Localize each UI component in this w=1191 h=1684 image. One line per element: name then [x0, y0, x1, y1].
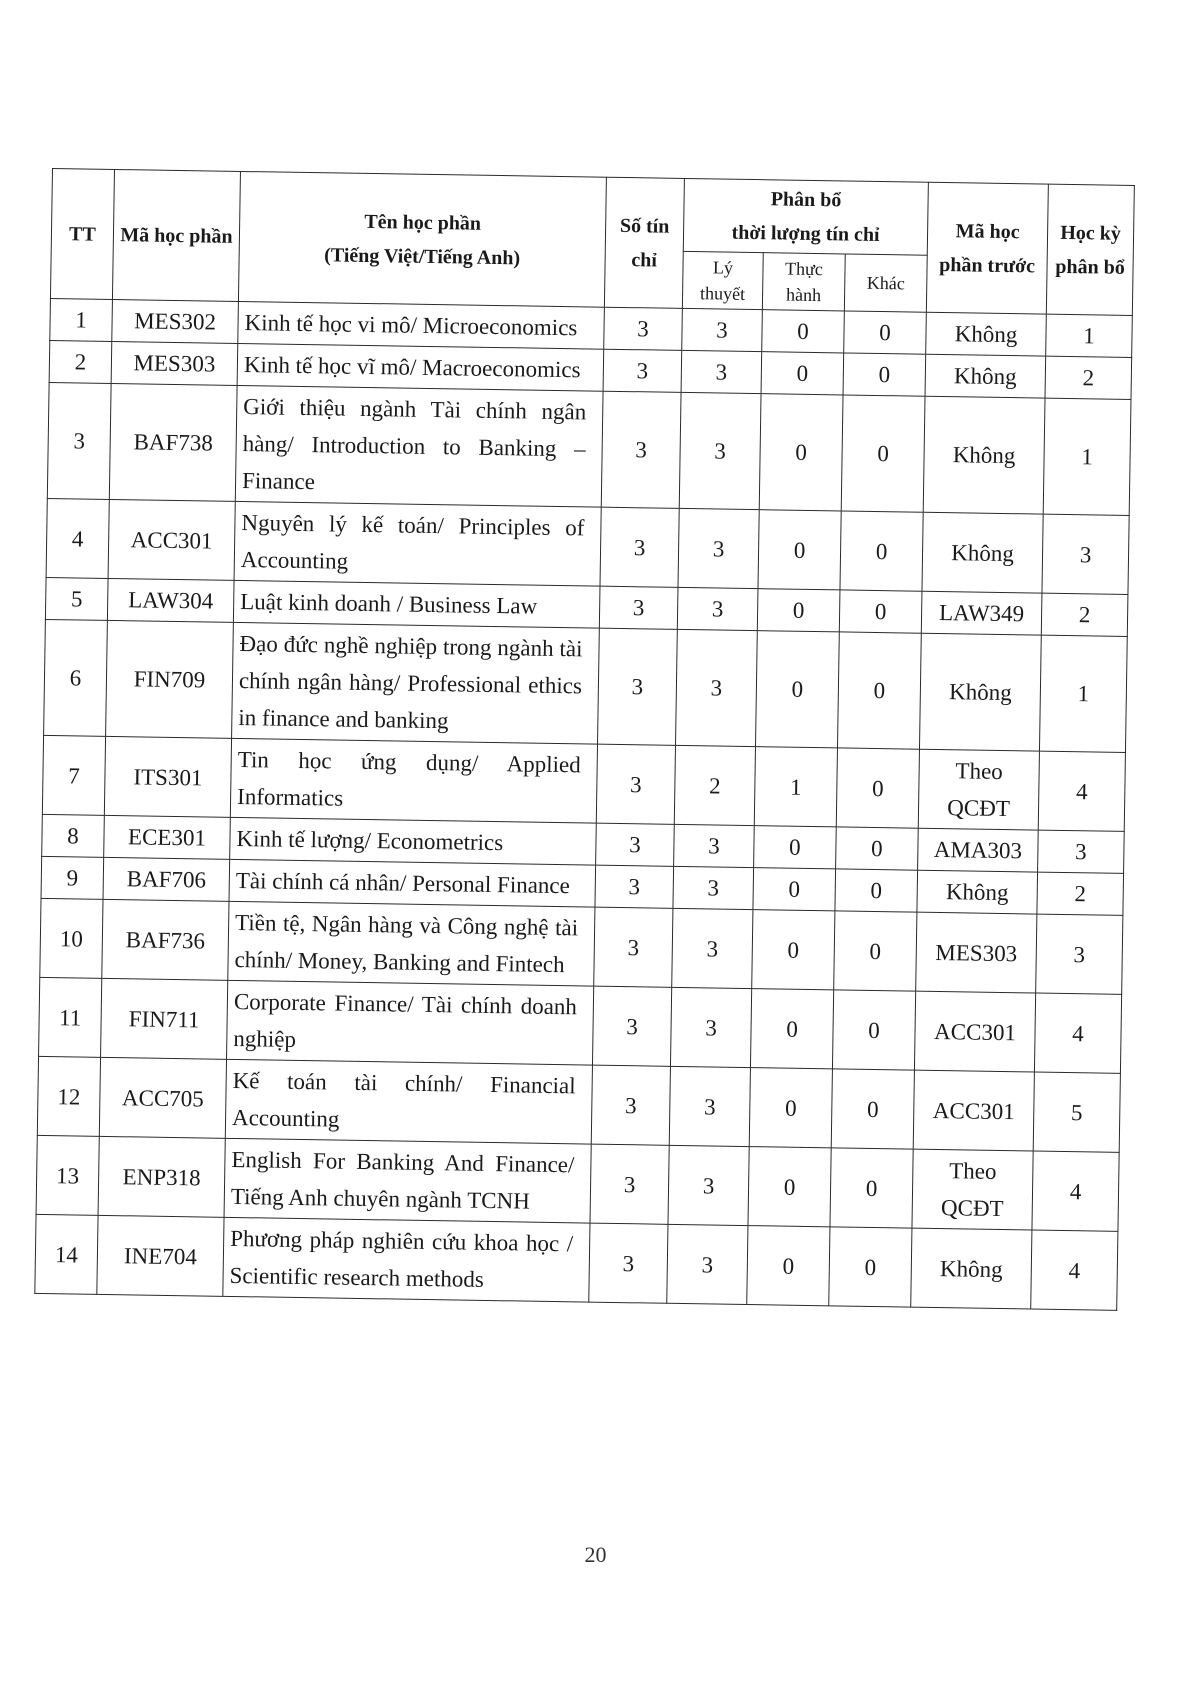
cell-code: ENP318 [98, 1136, 225, 1217]
cell-code: LAW304 [107, 578, 234, 622]
cell-tt: 4 [46, 498, 109, 578]
cell-theory: 3 [669, 1066, 750, 1146]
cell-practice: 0 [762, 310, 845, 353]
cell-tt: 12 [37, 1056, 100, 1136]
header-practice: Thực hành [762, 253, 845, 311]
cell-credits: 3 [592, 986, 671, 1066]
cell-tt: 7 [42, 735, 105, 815]
cell-name: Corporate Finance/ Tài chính doanh nghiệp [227, 980, 594, 1065]
cell-prereq: Không [926, 312, 1047, 356]
cell-other: 0 [829, 1227, 912, 1307]
cell-other: 0 [830, 1148, 913, 1228]
cell-name: Luật kinh doanh / Business Law [233, 580, 600, 628]
cell-semester: 3 [1042, 514, 1129, 594]
cell-semester: 1 [1046, 314, 1133, 357]
cell-name: Kinh tế học vĩ mô/ Macroeconomics [237, 343, 604, 391]
cell-theory: 3 [678, 508, 759, 588]
cell-prereq: Theo QCĐT [912, 1149, 1033, 1230]
cell-credits: 3 [600, 507, 679, 587]
cell-prereq: Không [922, 512, 1043, 593]
header-code: Mã học phần [112, 169, 240, 301]
cell-practice: 0 [758, 510, 841, 590]
cell-code: FIN709 [106, 620, 234, 738]
cell-theory: 3 [679, 392, 761, 509]
cell-prereq: Không [917, 870, 1038, 914]
table-row [35, 1214, 1118, 1310]
header-allocation: Phân bổ thời lượng tín chỉ [683, 178, 928, 255]
cell-name: Kinh tế học vi mô/ Microeconomics [238, 301, 605, 349]
cell-other: 0 [836, 748, 919, 828]
cell-theory: 3 [672, 908, 753, 988]
cell-code: MES303 [111, 341, 238, 385]
cell-practice: 0 [749, 1068, 832, 1148]
header-row-top [51, 169, 1134, 259]
cell-name: Đạo đức nghề nghiệp trong ngành tài chính ngân hàng/ Professional ethics in finance and banking [232, 622, 600, 744]
header-theory: Lý thuyết [682, 251, 763, 309]
cell-other: 0 [832, 990, 915, 1070]
cell-practice: 1 [754, 747, 837, 827]
cell-tt: 8 [42, 814, 105, 857]
cell-name: Tin học ứng dụng/ Applied Informatics [230, 738, 597, 823]
cell-name: Tài chính cá nhân/ Personal Finance [229, 859, 596, 907]
cell-credits: 3 [603, 349, 682, 392]
cell-other: 0 [843, 353, 926, 396]
cell-code: ACC705 [99, 1057, 226, 1138]
header-name: Tên học phần (Tiếng Việt/Tiếng Anh) [238, 171, 606, 307]
cell-credits: 3 [599, 586, 678, 629]
table-body [35, 298, 1133, 1310]
cell-prereq: Theo QCĐT [918, 749, 1039, 830]
cell-prereq: Không [925, 354, 1046, 398]
cell-code: MES302 [112, 299, 239, 343]
cell-name: Kế toán tài chính/ Financial Accounting [225, 1059, 592, 1144]
cell-code: ITS301 [104, 736, 231, 817]
cell-credits: 3 [595, 865, 674, 908]
cell-credits: 3 [594, 907, 673, 987]
cell-semester: 2 [1041, 593, 1128, 636]
cell-code: ACC301 [108, 499, 235, 580]
cell-practice: 0 [754, 826, 837, 869]
cell-semester: 1 [1043, 398, 1131, 515]
cell-semester: 4 [1038, 751, 1125, 831]
cell-name: Giới thiệu ngành Tài chính ngân hàng/ Introduction to Banking – Finance [235, 385, 603, 507]
cell-practice: 0 [761, 352, 844, 395]
cell-theory: 3 [667, 1224, 748, 1304]
cell-name: Tiền tệ, Ngân hàng và Công nghệ tài chính/ Money, Banking and Fintech [228, 901, 595, 986]
cell-other: 0 [841, 395, 925, 512]
cell-tt: 3 [47, 382, 111, 499]
cell-prereq: LAW349 [921, 591, 1042, 635]
cell-credits: 3 [596, 823, 675, 866]
cell-practice: 0 [755, 631, 839, 748]
cell-credits: 3 [598, 628, 678, 745]
cell-practice: 0 [752, 910, 835, 990]
cell-prereq: Không [919, 633, 1041, 751]
cell-tt: 2 [49, 340, 112, 383]
cell-tt: 11 [39, 977, 102, 1057]
cell-tt: 6 [44, 619, 108, 736]
header-prereq: Mã học phần trước [926, 182, 1048, 314]
cell-theory: 3 [676, 629, 758, 746]
cell-semester: 2 [1045, 356, 1132, 399]
cell-other: 0 [835, 869, 918, 912]
table-row [47, 382, 1131, 515]
cell-practice: 0 [757, 589, 840, 632]
cell-prereq: Không [911, 1228, 1032, 1309]
header-other: Khác [844, 254, 927, 312]
header-tt: TT [50, 169, 114, 300]
cell-prereq: ACC301 [913, 1070, 1034, 1151]
cell-other: 0 [840, 511, 923, 591]
header-credits: Số tín chỉ [604, 177, 684, 308]
cell-credits: 3 [589, 1223, 668, 1303]
table-header [50, 169, 1134, 316]
cell-semester: 4 [1031, 1230, 1118, 1310]
cell-name: English For Banking And Finance/ Tiếng Anh chuyên ngành TCNH [224, 1138, 591, 1223]
cell-theory: 2 [674, 745, 755, 825]
page-number: 20 [584, 1542, 607, 1567]
cell-name: Kinh tế lượng/ Econometrics [230, 817, 597, 865]
cell-tt: 14 [35, 1214, 98, 1294]
cell-other: 0 [839, 590, 922, 633]
cell-code: ECE301 [104, 815, 231, 859]
cell-semester: 1 [1039, 635, 1127, 752]
cell-credits: 3 [591, 1065, 670, 1145]
cell-other: 0 [831, 1069, 914, 1149]
cell-tt: 13 [36, 1135, 99, 1215]
cell-semester: 5 [1033, 1072, 1120, 1152]
cell-prereq: AMA303 [918, 828, 1039, 872]
cell-code: FIN711 [101, 978, 228, 1059]
cell-practice: 0 [750, 989, 833, 1069]
cell-credits: 3 [590, 1144, 669, 1224]
cell-credits: 3 [596, 744, 675, 824]
cell-practice: 0 [747, 1226, 830, 1306]
cell-tt: 10 [40, 898, 103, 978]
cell-theory: 3 [681, 350, 762, 393]
cell-semester: 3 [1038, 830, 1125, 873]
cell-tt: 9 [41, 856, 104, 899]
cell-practice: 0 [759, 394, 843, 511]
cell-theory: 3 [670, 987, 751, 1067]
cell-semester: 2 [1037, 872, 1124, 915]
cell-theory: 3 [673, 866, 754, 909]
cell-code: BAF738 [109, 383, 237, 501]
cell-other: 0 [834, 911, 917, 991]
table-row [44, 619, 1128, 752]
cell-other: 0 [837, 632, 921, 749]
cell-theory: 3 [668, 1145, 749, 1225]
cell-practice: 0 [748, 1147, 831, 1227]
cell-semester: 3 [1036, 914, 1123, 994]
cell-code: INE704 [97, 1215, 224, 1296]
cell-theory: 3 [677, 587, 758, 630]
cell-other: 0 [844, 311, 927, 354]
cell-credits: 3 [601, 391, 681, 508]
course-table [34, 168, 1135, 1311]
cell-prereq: ACC301 [914, 991, 1035, 1072]
cell-tt: 5 [45, 577, 108, 620]
cell-theory: 3 [682, 308, 763, 351]
header-semester: Học kỳ phân bổ [1046, 184, 1134, 315]
cell-code: BAF736 [102, 899, 229, 980]
cell-prereq: Không [923, 396, 1045, 514]
cell-prereq: MES303 [916, 912, 1037, 993]
cell-tt: 1 [50, 298, 113, 341]
cell-name: Phương pháp nghiên cứu khoa học / Scientific research methods [223, 1217, 590, 1302]
cell-theory: 3 [674, 824, 755, 867]
cell-other: 0 [836, 827, 919, 870]
cell-name: Nguyên lý kế toán/ Principles of Accounting [234, 501, 601, 586]
cell-credits: 3 [604, 307, 683, 350]
cell-semester: 4 [1032, 1151, 1119, 1231]
cell-semester: 4 [1034, 993, 1121, 1073]
cell-practice: 0 [753, 868, 836, 911]
cell-code: BAF706 [103, 857, 230, 901]
